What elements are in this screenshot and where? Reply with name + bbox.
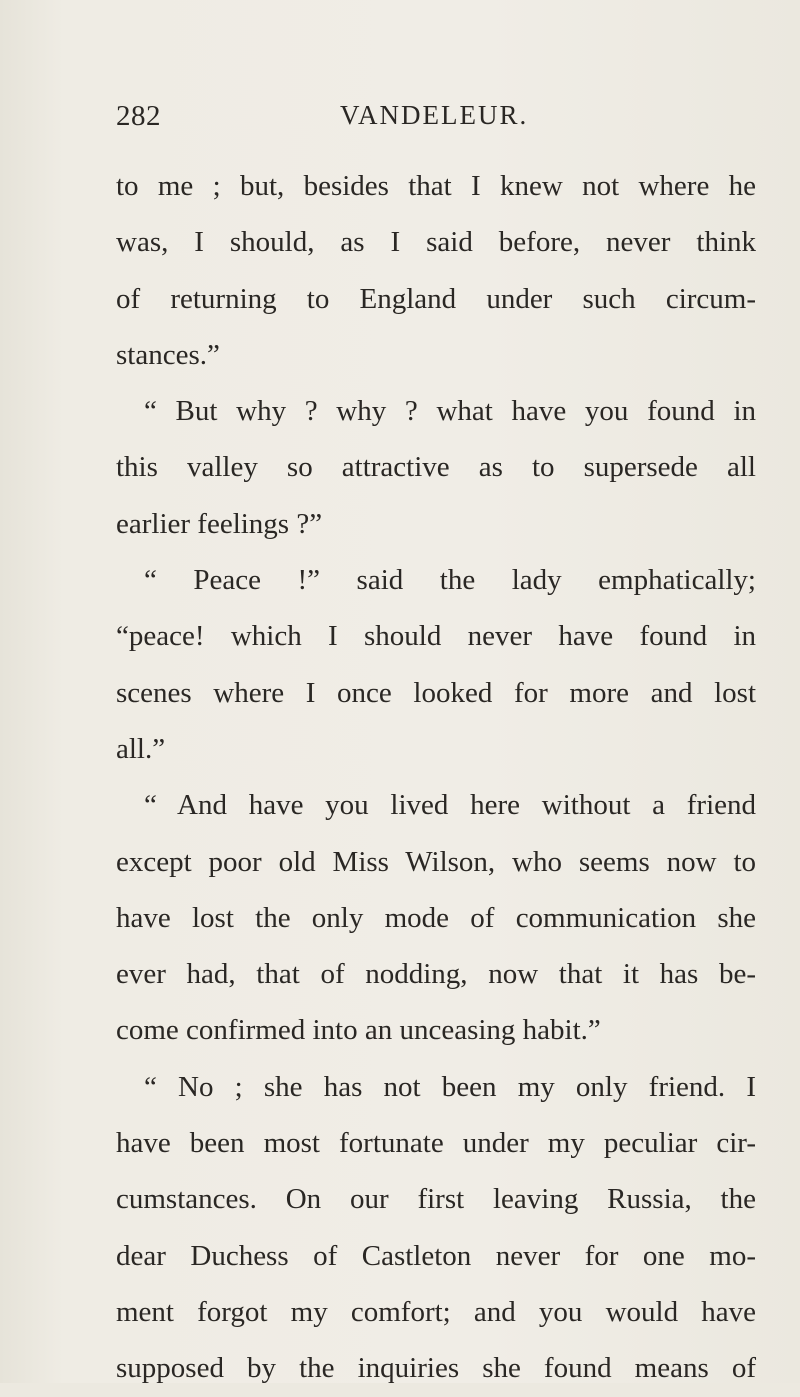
- text-line: all.”: [116, 732, 166, 765]
- text-line: except poor old Miss Wilson, who seems now to: [116, 845, 756, 878]
- text-line: have been most fortunate under my peculiar cir-: [116, 1127, 756, 1160]
- text-line: this valley so attractive as to supersede all: [116, 451, 756, 484]
- text-line: ment forgot my comfort; and you would have: [116, 1295, 756, 1328]
- text-line: scenes where I once looked for more and lost: [116, 676, 756, 709]
- body-text: [116, 158, 756, 1397]
- text-line: supposed by the inquiries she found means of: [116, 1352, 756, 1385]
- text-line: “ Peace !” said the lady emphatically;: [144, 564, 756, 597]
- text-line: stances.”: [116, 338, 220, 371]
- text-line: dear Duchess of Castleton never for one mo-: [116, 1239, 756, 1272]
- text-line: “ And have you lived here without a friend: [144, 789, 756, 822]
- text-line: to me ; but, besides that I knew not where he: [116, 170, 756, 202]
- text-line: “ But why ? why ? what have you found in: [144, 395, 756, 428]
- page-header: [116, 100, 756, 140]
- text-line: have lost the only mode of communication she: [116, 901, 756, 934]
- text-line: cumstances. On our first leaving Russia, the: [116, 1183, 756, 1216]
- text-line: of returning to England under such circum-: [116, 282, 756, 315]
- text-line: earlier feelings ?”: [116, 507, 323, 540]
- text-line: was, I should, as I said before, never think: [116, 226, 756, 259]
- text-line: come confirmed into an unceasing habit.”: [116, 1014, 601, 1047]
- page-number: 282: [116, 100, 161, 132]
- text-line: ever had, that of nodding, now that it has be-: [116, 958, 756, 991]
- text-line: “ No ; she has not been my only friend. I: [144, 1070, 756, 1103]
- running-head: VANDELEUR.: [340, 100, 529, 130]
- text-line: “peace! which I should never have found in: [116, 620, 756, 653]
